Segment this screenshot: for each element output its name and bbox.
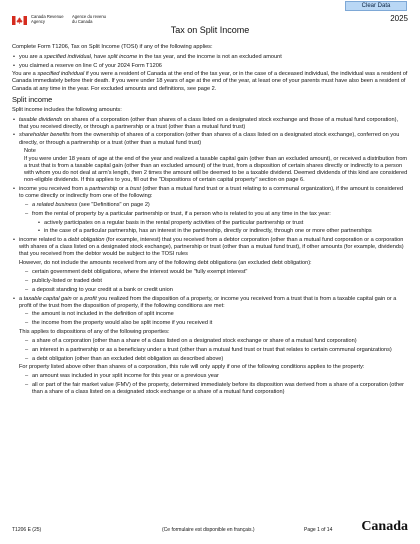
agency-fr-line2: du Canada [72,18,93,24]
canada-flag-icon [12,16,27,25]
agency-en-line2: Agency [31,18,45,24]
item-4-dash-1: – certain government debt obligations, where the interest would be "fully exempt interest" [12,269,408,276]
agency-fr-line1: Agence du revenu [72,14,106,19]
item-5-dash-1: – the amount is not included in the definition of split income [12,311,408,318]
intro-bullet-2: • you claimed a reserve on line C of your 2024 Form T1206 [12,63,408,70]
item-5-dash-2: – the income from the property would also be split income if you received it [12,320,408,327]
item-4-lead: However, do not include the amounts received from any of the following debt obligations (an excluded debt obligation): [19,260,312,267]
item-3-dash-1: – a related business (see "Definitions" on page 2) [12,202,408,209]
item-3-sub-bullet-2: • in the case of a particular partnership, has an interest in the partnership, directly or indirectly, through one or more other partnerships [12,228,408,235]
agency-en-line1: Canada Revenue [31,14,64,19]
item-5-property-3: – a debt obligation (other than an excluded debt obligation as described above) [12,356,408,363]
clear-data-button[interactable]: Clear Data [345,1,407,11]
form-code: T1206 E (25) [12,526,42,533]
item-3-dash-2: – from the rental of property by a particular partnership or trust, if a person who is related to you at any time in the tax year: [12,211,408,218]
section-heading: Split income [12,95,53,105]
split-income-item-3: • income you received from a partnership or a trust (other than a mutual fund trust or a trust relating to a communal organization), if the amount is considered to come directly or indirectly from one of the following: [12,186,408,200]
item-3-sub-bullet-1: • actively participates on a regular basis in the rental property activities of the particular partnership or trust [12,220,408,227]
canada-wordmark: Canada [361,519,408,535]
note-heading: Note [24,148,36,155]
agency-name-fr [72,15,106,24]
intro-bullet-1: • you are a specified individual, have split income in the tax year, and the income is not an excluded amount [12,54,408,61]
item-5-property-1: – a share of a corporation (other than a share of a class listed on a designated stock exchange or share of a mutual fund corporation) [12,338,408,345]
item-5-property-2: – an interest in a partnership or as a beneficiary under a trust (other than a mutual fund trust or trust that relates to certain communal organizations) [12,347,408,354]
split-income-item-4: • income related to a debt obligation (for example, interest) that you received from a debtor corporation (other than a mutual fund corporation or a corporation with shares of a class listed on a designated stock exchange), partnership or trust (other than a mutual fund trust), if other amounts (for example, dividends) that you received from the debtor would be subject to the TOSI rules [12,237,408,258]
french-availability-note: (Ce formulaire est disponible en français.) [162,526,255,533]
split-income-item-5: • a taxable capital gain or a profit you realized from the disposition of a property, or income you received from a trust that is from a taxable capital gain or a profit of the trust from the disposition of property, if the following conditions are met: [12,296,408,310]
item-5-lead-2: For property listed above other than shares of a corporation, this rule will only apply if one of the following conditions applies to the property: [19,364,365,371]
agency-name-en [31,15,64,24]
item-5-condition-2: – all or part of the fair market value (FMV) of the property, determined immediately before its disposition was derived from a share of a corporation (other than a share of a class listed on a designated stock exchange or a share of a mutual fund corporation) [12,382,408,396]
form-header [12,14,408,34]
item-5-condition-1: – an amount was included in your split income for this year or a previous year [12,373,408,380]
item-4-dash-3: – a deposit standing to your credit at a bank or credit union [12,287,408,294]
intro-lead: Complete Form T1206, Tax on Split Income (TOSI) if any of the following applies: [12,44,213,50]
page-number: Page 1 of 14 [304,526,333,533]
tax-year: 2025 [390,14,408,23]
item-5-lead: This applies to dispositions of any of the following properties: [19,328,170,335]
split-income-item-2: • shareholder benefits from the ownership of shares of a corporation (other than shares of a class listed on a designated stock exchange), conferred on you directly, or through a partnership or a trust (other than a mutual fund trust) [12,132,408,146]
intro-paragraph: You are a specified individual if you were a resident of Canada at the end of the tax year, or in the case of a deceased individual, the individual was a resident of Canada immediately before their death. If you were under 18 years of age at the end of the year, at least one of your parents must have also been a resident of Canada at any time in the year. For excluded amounts and definitions, see page 2. [12,71,408,92]
note-text: If you were under 18 years of age at the end of the year and realized a taxable capital gain (other than an excluded amount), or received a distribution from a trust that is from a taxable capital gain (other than an excluded amount) of the trust, from a disposition of certain shares directly or indirectly to a person with whom you do not deal at arm's length, then 2 times the amount will be deemed to be a taxable dividend. Deemed dividends of this kind are considered non-eligible dividends. If this applies to you, fill out the "Dispositions of certain capital property" section on page 6. [24,155,408,183]
form-content [12,44,408,398]
form-footer [12,520,408,536]
item-4-dash-2: – publicly-listed or traded debt [12,278,408,285]
form-title: Tax on Split Income [170,25,250,35]
section-lead: Split income includes the following amounts: [12,106,122,113]
split-income-item-1: • taxable dividends on shares of a corporation (other than shares of a class listed on a designated stock exchange and those of a mutual fund corporation), that you received directly, or through a partnership or a trust (other than a mutual fund trust) [12,117,408,131]
